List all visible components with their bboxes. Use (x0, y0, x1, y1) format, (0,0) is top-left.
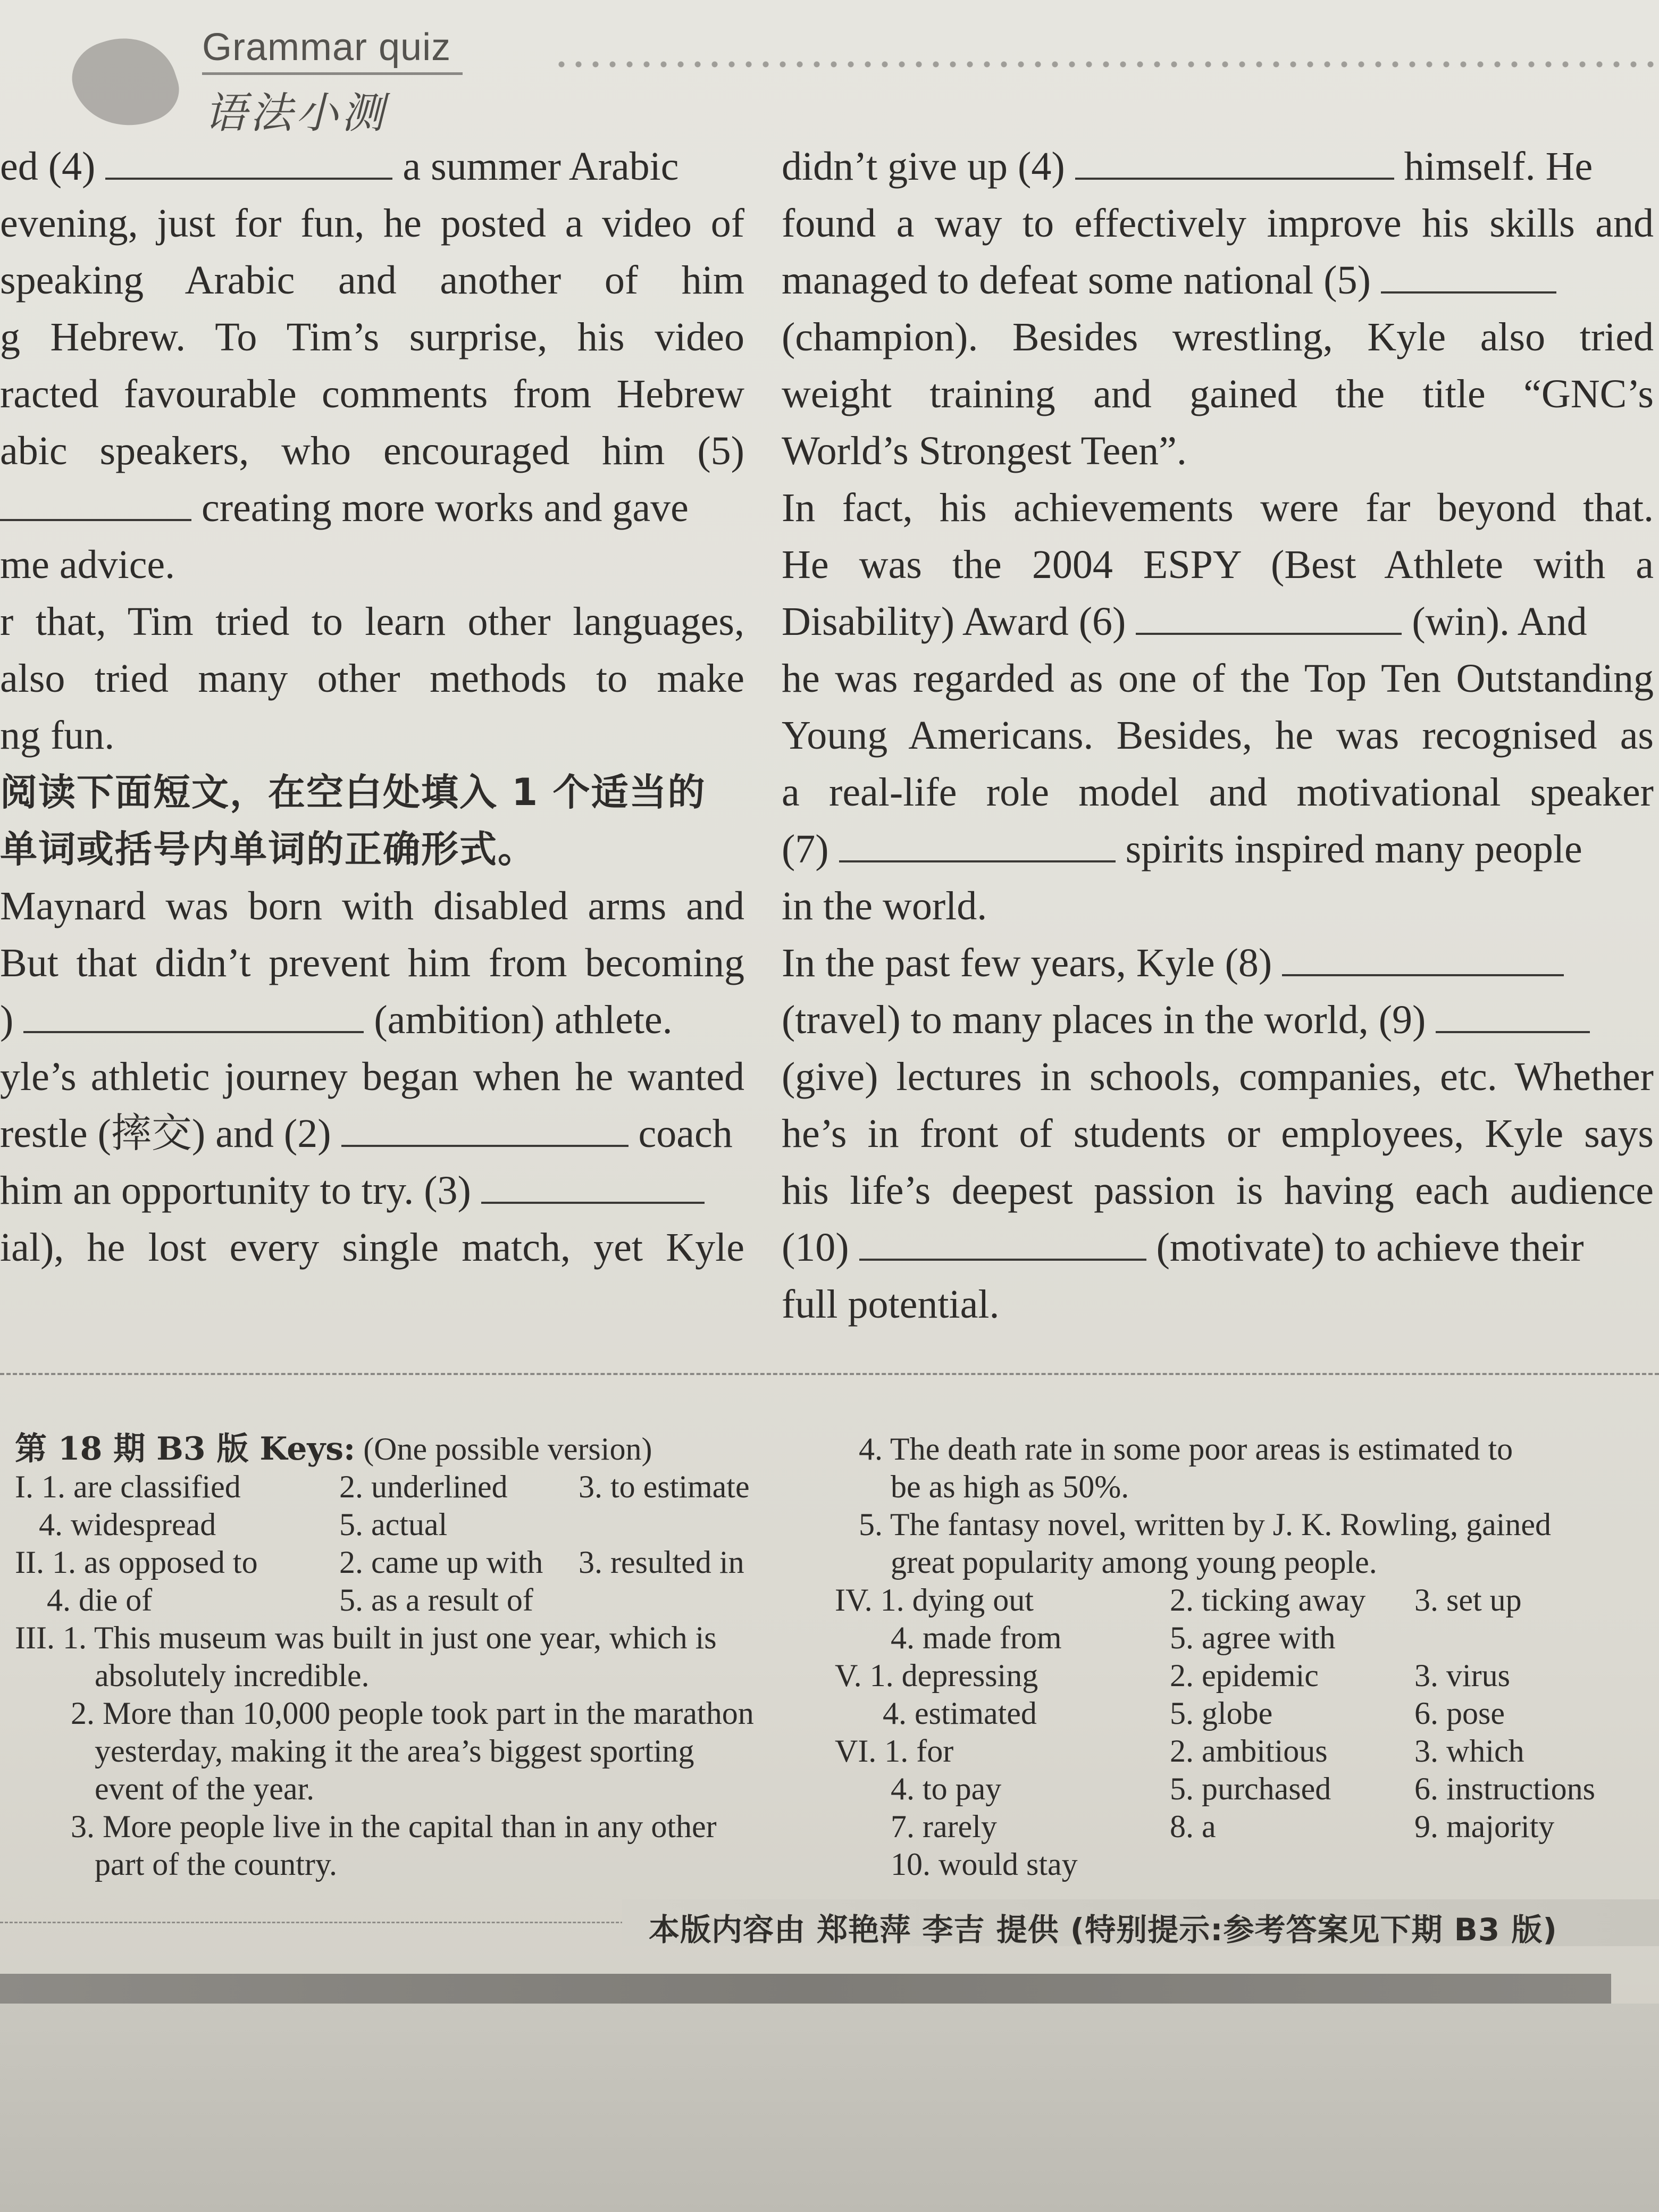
text-line: He was the 2004 ESPY (Best Athlete with a (782, 542, 1654, 587)
text-line (0, 1162, 744, 1219)
key-answer: III. 1. This museum was built in just one year, which is (15, 1620, 717, 1655)
line-text-before-blank: ) (0, 998, 14, 1042)
key-answer: 3. virus (1414, 1658, 1510, 1693)
key-answer: 2. ticking away (1170, 1582, 1366, 1618)
key-row (835, 1732, 1654, 1770)
text-line: also tried many other methods to make (0, 656, 744, 701)
text-line: (champion). Besides wrestling, Kyle also tried (782, 315, 1654, 359)
text-line: racted favourable comments from Hebrew (0, 372, 744, 416)
fill-in-blank[interactable] (1436, 994, 1590, 1033)
text-line: yle’s athletic journey began when he wanted (0, 1054, 744, 1099)
text-line: weight training and gained the title “GNC’s (782, 372, 1654, 416)
text-line: Young Americans. Besides, he was recognised as (782, 713, 1654, 758)
text-line: full potential. (782, 1282, 1000, 1327)
key-answer: I. 1. are classified (15, 1469, 241, 1504)
key-row (835, 1846, 1654, 1883)
line-text-before-blank: Disability) Award (6) (782, 599, 1126, 644)
fill-in-blank[interactable] (1381, 254, 1556, 294)
fill-in-blank[interactable] (481, 1164, 705, 1204)
text-line (0, 992, 744, 1049)
page-margin (0, 2004, 1659, 2212)
key-row (15, 1770, 812, 1808)
keys-heading-rest: (One possible version) (363, 1431, 652, 1467)
fill-in-blank[interactable] (1075, 140, 1394, 180)
key-row (15, 1695, 812, 1732)
key-answer: 2. ambitious (1170, 1733, 1328, 1769)
key-answer: yesterday, making it the area’s biggest sporting (15, 1733, 694, 1769)
line-text-after-blank: himself. He (1404, 144, 1593, 189)
answer-keys-left (15, 1430, 812, 1883)
text-line: me advice. (0, 542, 175, 587)
key-row (835, 1430, 1654, 1468)
text-line (782, 593, 1654, 650)
key-row (15, 1846, 812, 1883)
key-answer: event of the year. (15, 1771, 315, 1806)
text-line: speaking Arabic and another of him (0, 258, 744, 303)
line-text-after-blank: creating more works and gave (202, 485, 689, 530)
key-answer: 4. widespread (15, 1507, 216, 1542)
key-row (835, 1808, 1654, 1846)
text-line: he’s in front of students or employees, Kyle says (782, 1111, 1654, 1156)
key-answer: 3. resulted in (579, 1545, 744, 1580)
line-text-before-blank: restle (摔交) and (2) (0, 1111, 331, 1156)
key-answer: II. 1. as opposed to (15, 1545, 258, 1580)
text-line: (give) lectures in schools, companies, etc. Whether (782, 1054, 1654, 1099)
text-line: 单词或括号内单词的正确形式。 (0, 827, 536, 871)
text-line (782, 992, 1654, 1049)
text-line: ng fun. (0, 713, 115, 758)
key-answer: 5. purchased (1170, 1771, 1331, 1806)
line-text-after-blank: (win). And (1412, 599, 1587, 644)
line-text-before-blank: him an opportunity to try. (3) (0, 1168, 471, 1213)
line-text-after-blank: coach (638, 1111, 733, 1156)
text-line: r that, Tim tried to learn other languages, (0, 599, 744, 644)
page-bottom-bar (0, 1974, 1611, 2004)
text-line: World’s Strongest Teen”. (782, 429, 1187, 473)
line-text-before-blank: managed to defeat some national (5) (782, 258, 1371, 303)
key-answer: 9. majority (1414, 1809, 1555, 1844)
fill-in-blank[interactable] (0, 482, 191, 521)
key-row (15, 1581, 812, 1619)
header-rule (202, 72, 463, 75)
key-answer: 5. The fantasy novel, written by J. K. Rowling, gained (835, 1507, 1552, 1542)
key-answer: 3. More people live in the capital than in any other (15, 1809, 717, 1844)
key-row (15, 1544, 812, 1581)
fill-in-blank[interactable] (105, 140, 392, 180)
key-row (835, 1619, 1654, 1657)
text-line: found a way to effectively improve his skills and (782, 201, 1654, 246)
key-answer: 2. epidemic (1170, 1658, 1319, 1693)
key-answer: 4. die of (15, 1582, 153, 1618)
key-row (835, 1506, 1654, 1544)
key-answer: 3. which (1414, 1733, 1524, 1769)
text-line (782, 935, 1654, 992)
key-answer: 8. a (1170, 1809, 1216, 1844)
section-title-cn: 语法小测 (204, 88, 387, 138)
text-line (782, 821, 1654, 878)
fill-in-blank[interactable] (341, 1108, 629, 1147)
line-text-after-blank: a summer Arabic (403, 144, 679, 189)
line-text-after-blank: spirits inspired many people (1125, 827, 1582, 872)
right-text-column (782, 138, 1654, 1333)
key-answer: 5. actual (339, 1507, 448, 1542)
key-answer: 7. rarely (835, 1809, 997, 1844)
footer-dashed-line (0, 1922, 638, 1923)
fill-in-blank[interactable] (839, 823, 1116, 862)
key-answer: VI. 1. for (835, 1733, 954, 1769)
key-answer: great popularity among young people. (835, 1545, 1377, 1580)
text-line: But that didn’t prevent him from becoming (0, 941, 744, 985)
line-text-before-blank: (7) (782, 827, 829, 872)
text-line (782, 252, 1654, 309)
text-line: in the world. (782, 884, 987, 928)
fill-in-blank[interactable] (1282, 937, 1564, 976)
key-answer: 2. came up with (339, 1545, 543, 1580)
fill-in-blank[interactable] (859, 1221, 1146, 1261)
line-text-before-blank: In the past few years, Kyle (8) (782, 941, 1272, 985)
section-divider (0, 1373, 1659, 1375)
key-answer: 10. would stay (835, 1847, 1078, 1882)
key-row (835, 1468, 1654, 1506)
key-answer: 2. underlined (339, 1469, 508, 1504)
keys-heading-bold: 第 18 期 B3 版 Keys: (15, 1430, 356, 1468)
key-row (15, 1619, 812, 1657)
text-line: ial), he lost every single match, yet Kyle (0, 1225, 744, 1270)
keys-heading (15, 1430, 812, 1468)
key-answer: 4. The death rate in some poor areas is estimated to (835, 1431, 1513, 1467)
key-answer: 5. as a result of (339, 1582, 533, 1618)
section-header (0, 0, 1659, 138)
line-text-after-blank: (ambition) athlete. (374, 998, 673, 1042)
key-row (15, 1506, 812, 1544)
footer-credit: 本版内容由 郑艳萍 李吉 提供 (特别提示:参考答案见下期 B3 版) (649, 1912, 1557, 1948)
key-answer: V. 1. depressing (835, 1658, 1038, 1693)
key-answer: 5. agree with (1170, 1620, 1336, 1655)
key-answer: part of the country. (15, 1847, 337, 1882)
header-dotted-border (553, 57, 1659, 71)
key-answer: 4. to pay (835, 1771, 1002, 1806)
text-line: his life’s deepest passion is having each audience (782, 1168, 1654, 1213)
left-text-column (0, 138, 744, 1276)
key-answer: 2. More than 10,000 people took part in the marathon (15, 1696, 754, 1731)
line-text-before-blank: ed (4) (0, 144, 96, 189)
key-row (835, 1657, 1654, 1695)
text-line: 阅读下面短文，在空白处填入 1 个适当的 (0, 770, 706, 814)
key-row (835, 1581, 1654, 1619)
key-row (15, 1468, 812, 1506)
text-line (0, 138, 744, 195)
key-answer: 3. to estimate (579, 1469, 750, 1504)
text-line: a real-life role model and motivational speaker (782, 770, 1654, 815)
key-answer: absolutely incredible. (15, 1658, 370, 1693)
key-row (15, 1808, 812, 1846)
text-line: In fact, his achievements were far beyond that. (782, 485, 1654, 530)
line-text-before-blank: (travel) to many places in the world, (9) (782, 998, 1426, 1042)
text-line: g Hebrew. To Tim’s surprise, his video (0, 315, 744, 359)
section-title-en: Grammar quiz (202, 26, 451, 69)
text-line: Maynard was born with disabled arms and (0, 884, 744, 928)
text-line (782, 1219, 1654, 1276)
text-line (0, 1105, 744, 1162)
key-answer: 6. instructions (1414, 1771, 1595, 1806)
text-line (0, 480, 744, 537)
line-text-before-blank: didn’t give up (4) (782, 144, 1065, 189)
header-decoration-icon (63, 24, 187, 141)
key-row (835, 1544, 1654, 1581)
fill-in-blank[interactable] (1136, 596, 1402, 635)
answer-keys-right (835, 1430, 1654, 1883)
key-row (15, 1657, 812, 1695)
text-line (782, 138, 1654, 195)
text-line: he was regarded as one of the Top Ten Outstanding (782, 656, 1654, 701)
key-answer: IV. 1. dying out (835, 1582, 1034, 1618)
line-text-after-blank: (motivate) to achieve their (1156, 1225, 1584, 1270)
text-line: evening, just for fun, he posted a video of (0, 201, 744, 246)
key-row (835, 1770, 1654, 1808)
fill-in-blank[interactable] (23, 994, 364, 1033)
key-answer: 3. set up (1414, 1582, 1522, 1618)
key-row (15, 1732, 812, 1770)
key-answer: be as high as 50%. (835, 1469, 1129, 1504)
line-text-before-blank: (10) (782, 1225, 849, 1270)
key-answer: 4. estimated (835, 1696, 1037, 1731)
key-row (835, 1695, 1654, 1732)
key-answer: 6. pose (1414, 1696, 1505, 1731)
key-answer: 4. made from (835, 1620, 1062, 1655)
text-line: abic speakers, who encouraged him (5) (0, 429, 744, 473)
key-answer: 5. globe (1170, 1696, 1273, 1731)
